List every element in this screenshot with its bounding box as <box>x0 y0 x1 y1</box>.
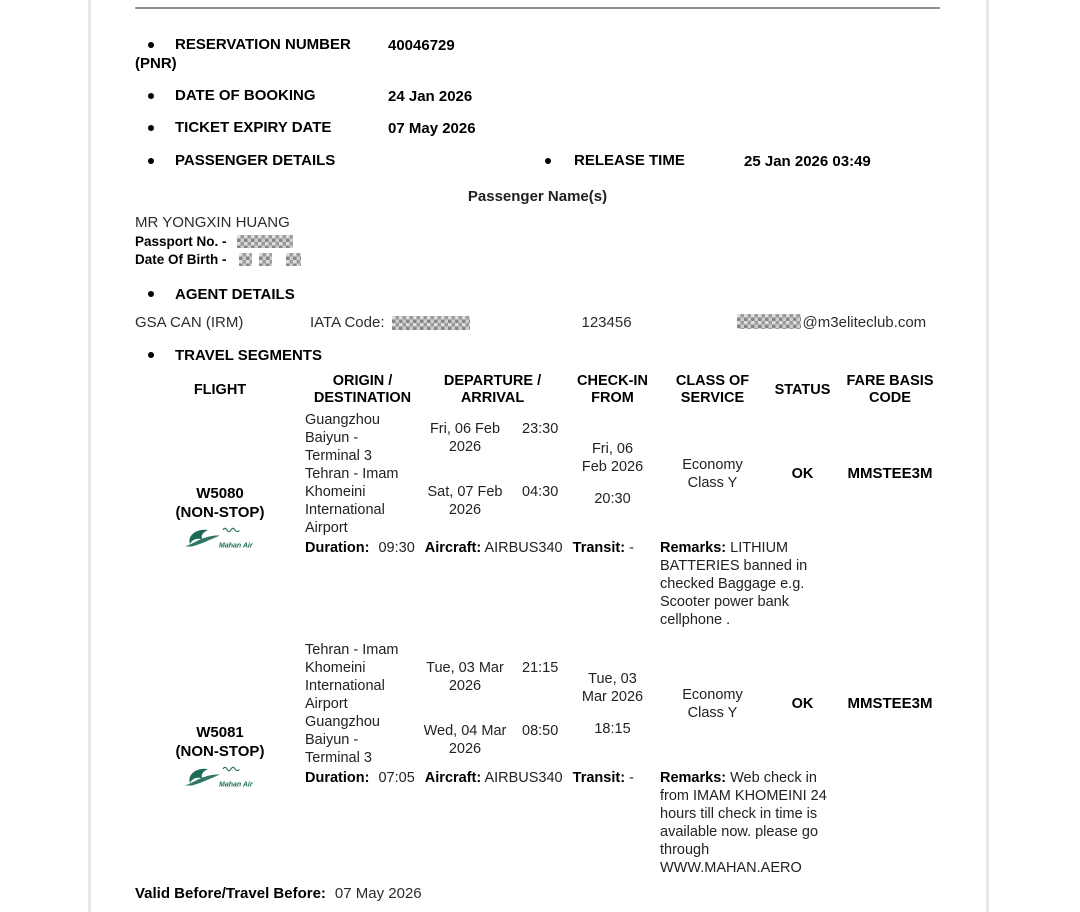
leg-date: Wed, 04 Mar 2026 <box>423 723 507 757</box>
class-of-service-cell: Economy Class Y <box>682 687 743 721</box>
agent-info-row <box>135 313 940 332</box>
leg-airport: Tehran - Imam Khomeini International Airport <box>305 642 399 712</box>
agent-name: GSA CAN (IRM) <box>135 314 244 331</box>
release-time-value: 25 Jan 2026 03:49 <box>744 153 871 170</box>
mahan-air-logo <box>183 525 257 551</box>
col-header-checkin-from: CHECK-IN FROM <box>577 373 648 406</box>
passenger-names-header: Passenger Name(s) <box>467 188 608 205</box>
col-header-class-of-service: CLASS OF SERVICE <box>675 373 750 406</box>
dob-redacted <box>259 253 272 266</box>
remarks-text: LITHIUM BATTERIES banned in checked Baggage e.g. Scooter power bank cellphone . <box>660 540 808 628</box>
flight-number: W5080 <box>196 485 244 502</box>
leg-airport: Guangzhou Baiyun - Terminal 3 <box>305 412 380 464</box>
agent-email <box>737 313 927 332</box>
release-time-label <box>545 151 744 171</box>
top-divider <box>135 7 940 9</box>
passport-row <box>135 234 940 250</box>
col-header-departure-arrival: DEPARTURE / ARRIVAL <box>443 373 542 406</box>
aircraft-label: Aircraft: <box>424 770 482 786</box>
iata-code-label: IATA Code: <box>310 314 385 331</box>
aircraft-value: AIRBUS340 <box>484 540 563 556</box>
remarks-cell <box>660 769 846 877</box>
page-left-edge <box>88 0 91 912</box>
col-header-status: STATUS <box>774 381 831 398</box>
bullet-icon <box>148 93 154 99</box>
ticket-expiry-value: 07 May 2026 <box>388 120 476 137</box>
valid-before-row <box>135 885 940 902</box>
mahan-air-logo-text: Mahan Air <box>219 542 253 550</box>
transit-value: - <box>629 770 634 786</box>
bullet-icon <box>148 352 154 358</box>
leg-row <box>305 465 565 537</box>
legs-block <box>305 641 565 767</box>
dob-label: Date Of Birth - <box>135 252 227 267</box>
fare-basis-cell: MMSTEE3M <box>847 695 933 712</box>
leg-datetime <box>420 722 565 758</box>
segment-row-w5080 <box>135 411 940 629</box>
remarks-label: Remarks: <box>660 770 727 786</box>
leg-datetime <box>420 483 565 519</box>
remarks-label: Remarks: <box>660 540 727 556</box>
leg-time: 21:15 <box>522 660 559 676</box>
flight-stops: (NON-STOP) <box>175 743 265 760</box>
remarks-text: Web check in from IMAM KHOMEINI 24 hours till check in time is available now. please go through WWW.MAHAN.AERO <box>660 770 827 876</box>
email-domain: @m3eliteclub.com <box>802 314 927 331</box>
aircraft-label: Aircraft: <box>424 540 482 556</box>
dob-redacted <box>286 253 301 266</box>
ticket-document <box>135 0 940 902</box>
legs-block <box>305 411 565 537</box>
leg-date: Sat, 07 Feb 2026 <box>427 484 503 518</box>
leg-datetime <box>420 659 565 695</box>
checkin-date: Tue, 03 Mar 2026 <box>581 671 644 705</box>
class-of-service-cell: Economy Class Y <box>682 457 743 491</box>
aircraft-value: AIRBUS340 <box>484 770 563 786</box>
segments-table-header <box>135 373 940 407</box>
valid-before-value: 07 May 2026 <box>334 885 422 902</box>
duration-label: Duration: <box>305 770 370 786</box>
mahan-air-logo-text: Mahan Air <box>219 781 253 789</box>
travel-segments-label: TRAVEL SEGMENTS <box>175 347 322 364</box>
col-header-fare-basis-code: FARE BASIS CODE <box>846 373 934 406</box>
valid-before-label: Valid Before/Travel Before: <box>135 885 326 902</box>
leg-row <box>305 713 565 767</box>
page-right-edge <box>986 0 989 912</box>
duration-line <box>305 769 660 877</box>
flight-stops: (NON-STOP) <box>175 504 265 521</box>
passenger-details-label-text: PASSENGER DETAILS <box>175 152 336 169</box>
duration-line <box>305 539 660 629</box>
date-of-booking-label-text: DATE OF BOOKING <box>175 87 316 104</box>
reservation-number-label <box>135 35 388 73</box>
release-time-label-text: RELEASE TIME <box>574 152 685 169</box>
leg-time: 04:30 <box>522 484 559 500</box>
checkin-from-cell <box>565 670 660 738</box>
email-user-redacted <box>737 314 801 329</box>
leg-row <box>305 411 565 465</box>
leg-row <box>305 641 565 713</box>
leg-date: Fri, 06 Feb 2026 <box>429 421 501 455</box>
agent-code: 123456 <box>581 314 632 331</box>
remarks-cell <box>660 539 846 629</box>
duration-value: 09:30 <box>378 540 415 556</box>
agent-details-label: AGENT DETAILS <box>175 286 295 303</box>
passenger-name: MR YONGXIN HUANG <box>135 214 290 231</box>
bullet-icon <box>148 125 154 131</box>
mahan-air-logo <box>183 764 257 790</box>
date-of-booking-value: 24 Jan 2026 <box>388 88 473 105</box>
checkin-time: 18:15 <box>594 721 631 737</box>
flight-cell <box>135 723 305 795</box>
bullet-icon <box>148 158 154 164</box>
col-header-origin-destination: ORIGIN / DESTINATION <box>313 373 412 406</box>
status-cell: OK <box>791 466 814 482</box>
transit-value: - <box>629 540 634 556</box>
passenger-details-release-row <box>135 151 940 171</box>
passport-label: Passport No. - <box>135 234 227 249</box>
checkin-time: 20:30 <box>594 491 631 507</box>
reservation-number-row <box>135 35 940 73</box>
ticket-expiry-label-text: TICKET EXPIRY DATE <box>175 119 332 136</box>
bullet-icon <box>148 42 154 48</box>
reservation-number-value: 40046729 <box>388 37 455 54</box>
travel-segments-section <box>135 347 940 364</box>
duration-value: 07:05 <box>378 770 415 786</box>
leg-time: 23:30 <box>522 421 559 437</box>
agent-details-section <box>135 286 940 303</box>
duration-label: Duration: <box>305 540 370 556</box>
leg-datetime <box>420 420 565 456</box>
flight-number: W5081 <box>196 724 244 741</box>
reservation-number-label-text: RESERVATION NUMBER (PNR) <box>135 36 351 72</box>
transit-label: Transit: <box>572 770 626 786</box>
col-header-flight: FLIGHT <box>193 381 247 398</box>
fare-basis-cell: MMSTEE3M <box>847 465 933 482</box>
leg-time: 08:50 <box>522 723 559 739</box>
checkin-date: Fri, 06 Feb 2026 <box>581 441 644 475</box>
date-of-booking-label <box>135 86 388 106</box>
leg-date: Tue, 03 Mar 2026 <box>426 660 504 694</box>
dob-row <box>135 252 940 268</box>
segment-row-w5081 <box>135 641 940 877</box>
bullet-icon <box>148 291 154 297</box>
bullet-icon <box>545 158 551 164</box>
flight-cell <box>135 484 305 556</box>
transit-label: Transit: <box>572 540 626 556</box>
ticket-expiry-row <box>135 118 940 138</box>
passenger-details-label <box>135 151 545 171</box>
status-cell: OK <box>791 696 814 712</box>
passport-number-redacted <box>237 235 293 248</box>
date-of-booking-row <box>135 86 940 106</box>
leg-airport: Guangzhou Baiyun - Terminal 3 <box>305 714 380 766</box>
checkin-from-cell <box>565 440 660 508</box>
ticket-expiry-label <box>135 118 388 138</box>
leg-airport: Tehran - Imam Khomeini International Airport <box>305 466 399 536</box>
dob-redacted <box>239 253 252 266</box>
iata-code-redacted <box>392 316 470 330</box>
